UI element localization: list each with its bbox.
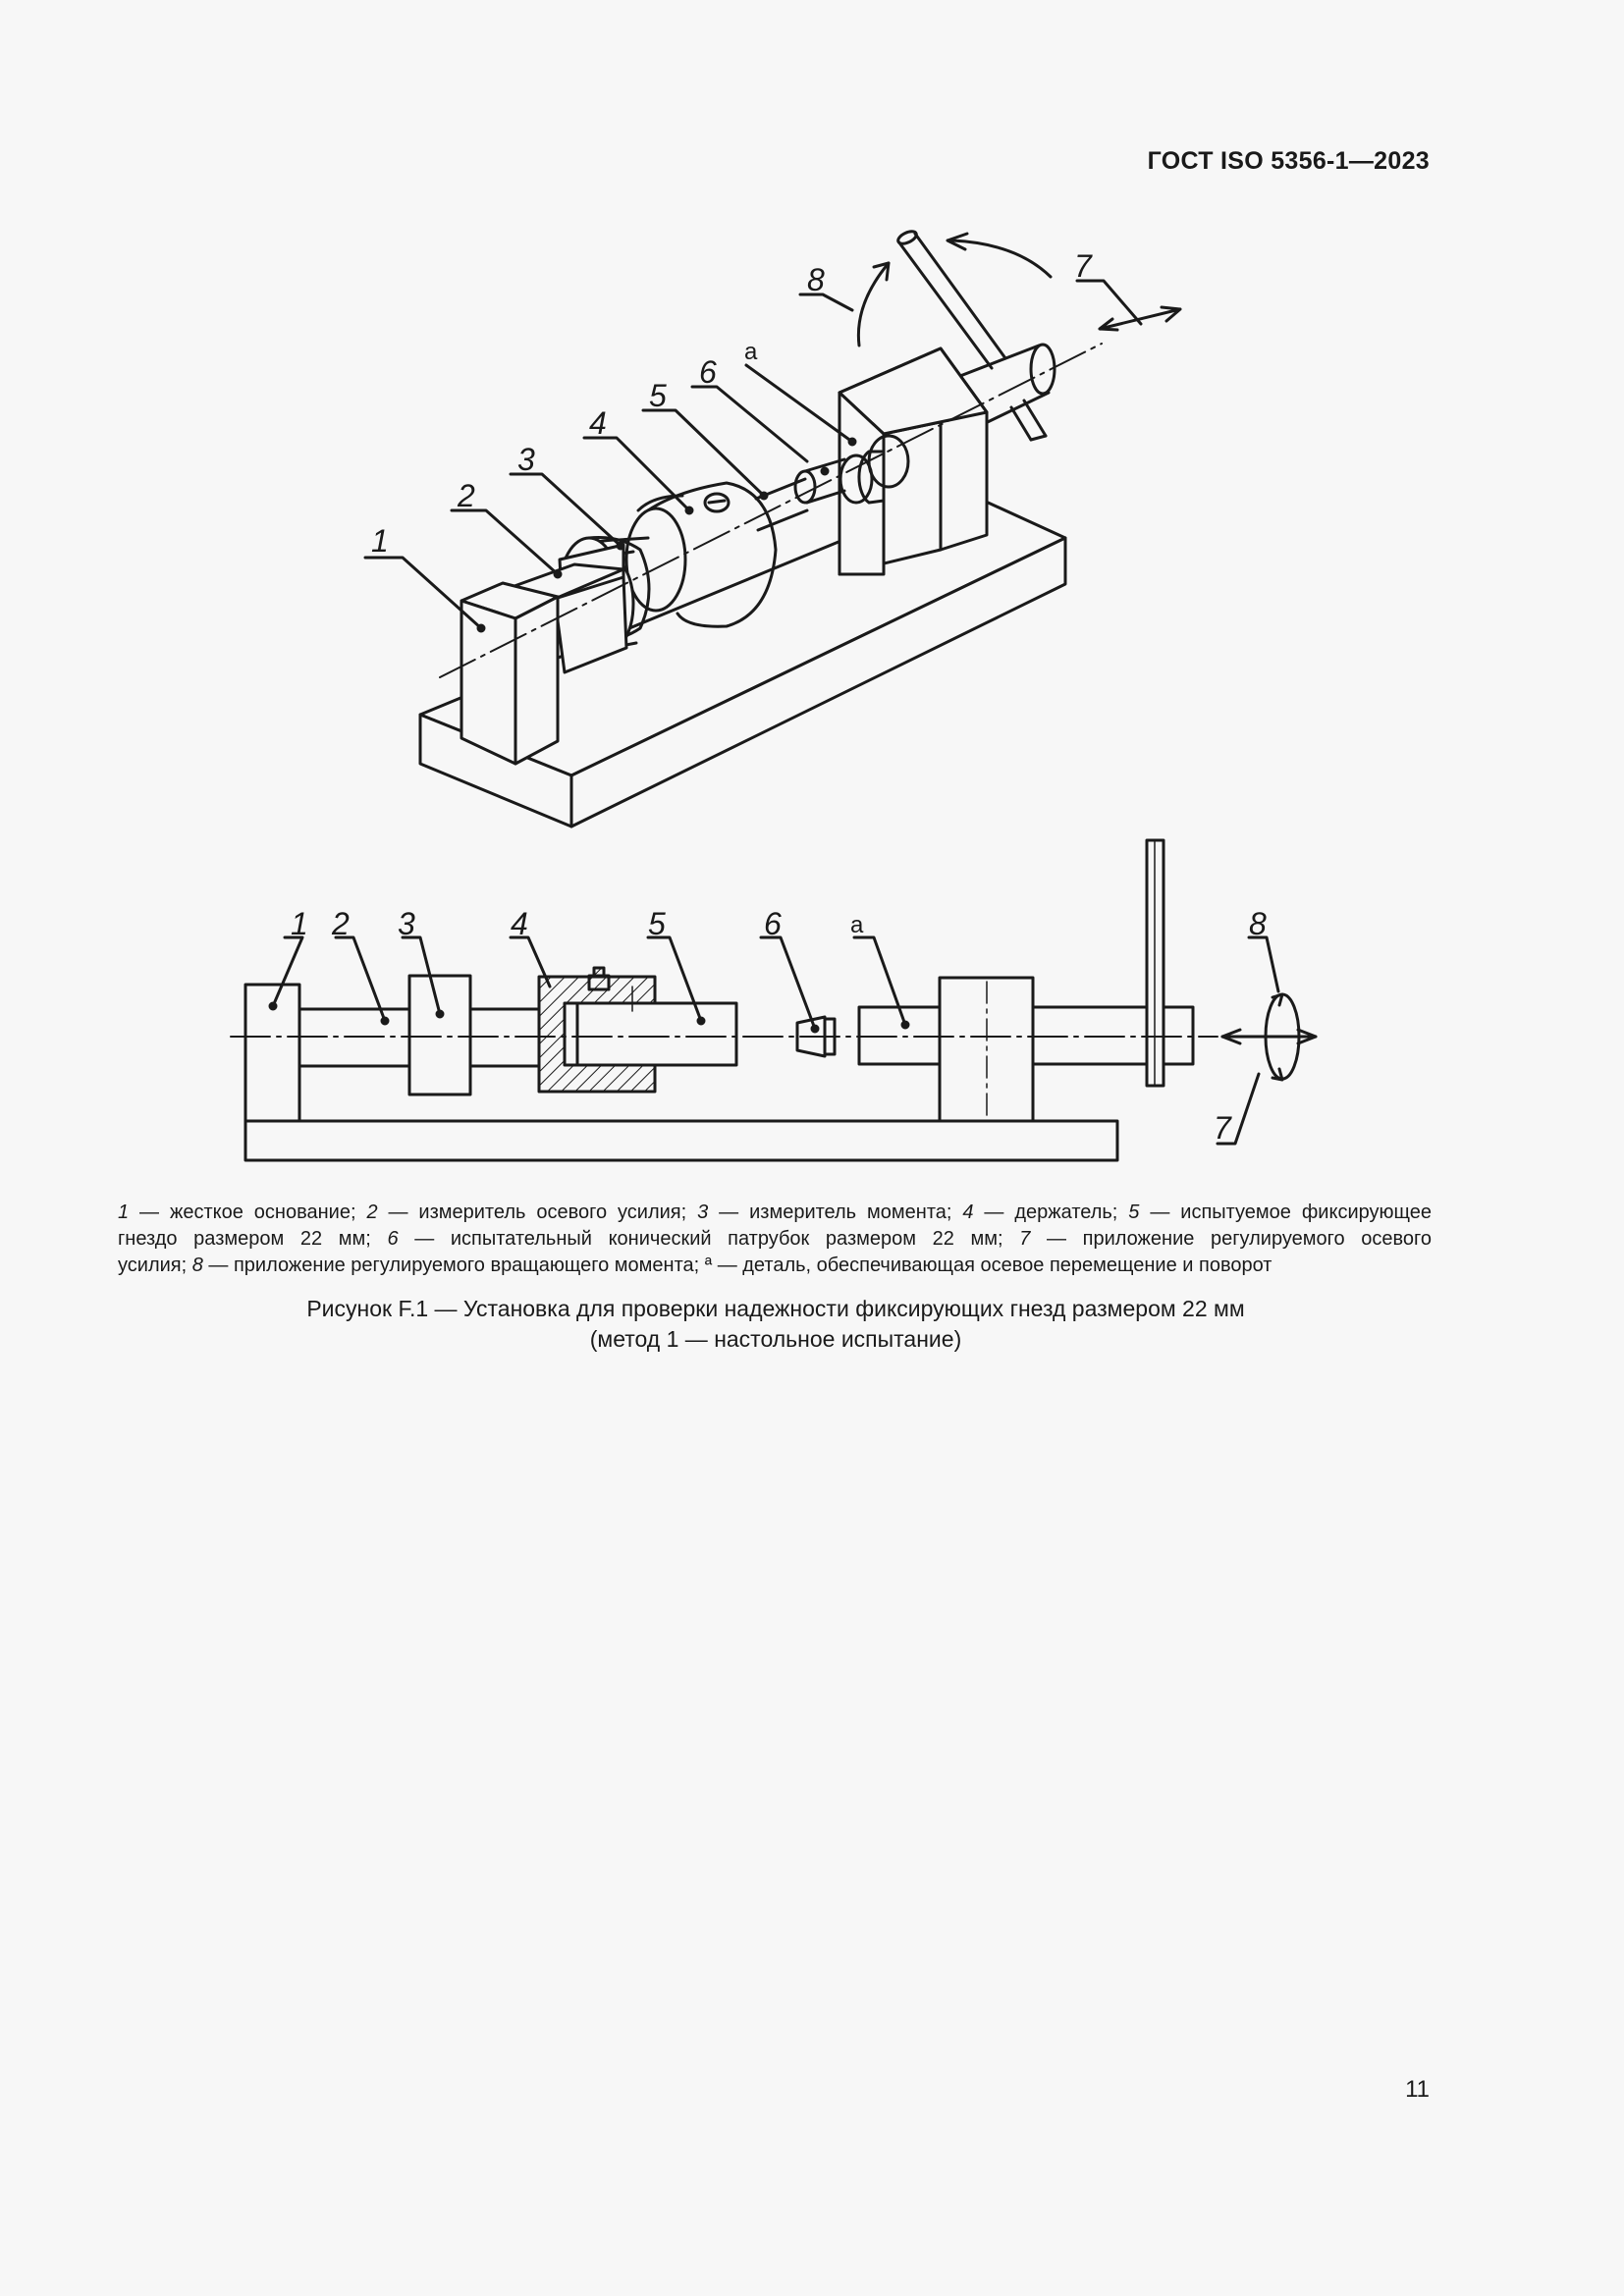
- figure-legend: [118, 1200, 1432, 1279]
- side-label-1: 1: [291, 906, 308, 941]
- side-label-5: 5: [648, 906, 666, 941]
- side-label-7: 7: [1214, 1110, 1231, 1146]
- side-label-a: a: [850, 912, 864, 938]
- caption-line-2: (метод 1 — настольное испытание): [589, 1326, 962, 1352]
- iso-label-3: 3: [517, 442, 535, 477]
- iso-label-5: 5: [649, 378, 667, 413]
- iso-label-a: a: [744, 339, 758, 365]
- iso-label-8: 8: [807, 262, 825, 297]
- iso-label-2: 2: [458, 478, 475, 513]
- side-view: [231, 840, 1316, 1160]
- legend-line-2: гнездо размером 22 мм; 6 — испытательный конический патрубок размером 22 мм; 7 — приложение регулируемого осевого: [118, 1228, 1432, 1250]
- legend-line-1: 1 — жесткое основание; 2 — измеритель осевого усилия; 3 — измеритель момента; 4 — держатель; 5 — испытуемое фиксирующее: [118, 1201, 1433, 1223]
- iso-fixed-post: [461, 583, 558, 764]
- document-header: ГОСТ ISO 5356-1—2023: [1147, 147, 1430, 175]
- side-label-6: 6: [764, 906, 782, 941]
- side-label-2: 2: [332, 906, 350, 941]
- iso-label-7: 7: [1074, 248, 1092, 284]
- caption-line-1: Рисунок F.1 — Установка для проверки надежности фиксирующих гнезд размером 22 мм: [306, 1296, 1245, 1321]
- iso-label-1: 1: [371, 523, 389, 559]
- isometric-view: [365, 229, 1180, 827]
- page-number: 11: [1405, 2076, 1430, 2103]
- iso-label-4: 4: [589, 405, 607, 441]
- legend-line-3: усилия; 8 — приложение регулируемого вращающего момента; ª — деталь, обеспечивающая осевое перемещение и поворот: [118, 1255, 1272, 1276]
- iso-label-6: 6: [699, 354, 717, 390]
- figure-caption: [0, 1294, 1551, 1355]
- side-label-8: 8: [1249, 906, 1267, 941]
- side-label-3: 3: [398, 906, 415, 941]
- side-label-4: 4: [511, 906, 528, 941]
